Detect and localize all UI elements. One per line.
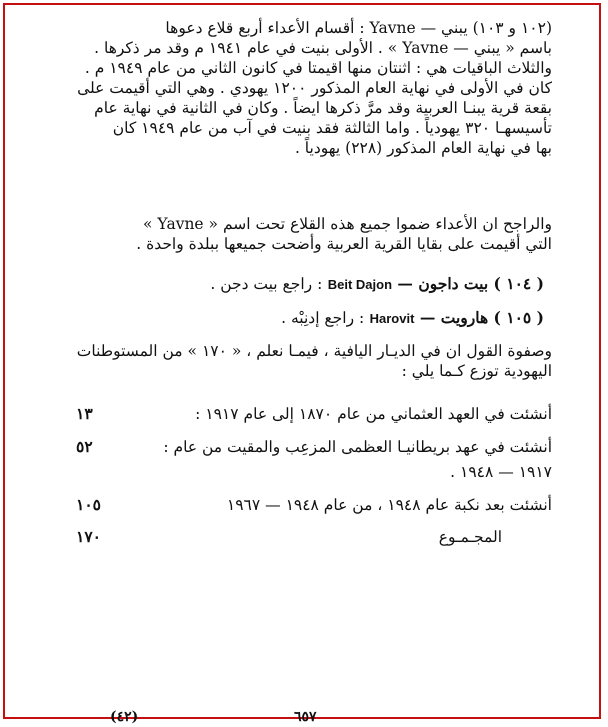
entry-reference: : راجع إدنِبْه .	[281, 309, 365, 327]
row-value: ١٣	[76, 404, 93, 423]
text-line: وصفوة القول ان في الديـار اليافية ، فيمـا نعلم ، « ١٧٠ » من المستوطنات	[76, 342, 552, 360]
entry-104: ( ١٠٤ ) بيت داجون — Beit Dajon : راجع بيت دجن .	[210, 274, 544, 293]
text-line: تأسيسهـا ٣٢٠ يهودياً . واما الثالثة فقد بنيت في آب من عام ١٩٤٩ كان	[112, 119, 552, 137]
entry-arabic-name: بيت داجون	[418, 274, 489, 293]
text-line: اليهودية توزع كـما يلي :	[401, 362, 552, 380]
entry-105: ( ١٠٥ ) هارويت — Harovit : راجع إدنِبْه .	[281, 308, 544, 327]
entry-latin-name: Beit Dajon	[327, 277, 393, 292]
row-label: أنشئت بعد نكبة عام ١٩٤٨ ، من عام ١٩٤٨ — ١٩٦٧	[226, 496, 552, 514]
row-value: ٥٢	[76, 437, 93, 456]
text-line: بها في نهاية العام المذكور (٢٢٨) يهودياً .	[294, 139, 552, 157]
text-line: (١٠٢ و ١٠٣) يبني — Yavne : أقسام الأعداء أربع قلاع دعوها	[165, 19, 552, 37]
text-line: بقعة قرية يبنـا العربية وقد مرَّ ذكرها ايضاً . وكان في الثانية في نهاية عام	[94, 99, 552, 117]
text-line: والراجح ان الأعداء ضموا جميع هذه القلاع تحت اسم « Yavne »	[143, 215, 552, 233]
entry-number: ( ١٠٥ )	[493, 308, 544, 327]
entry-reference: : راجع بيت دجن .	[210, 275, 323, 293]
page-number: ٦٥٧	[294, 709, 317, 725]
entry-number: ( ١٠٤ )	[493, 274, 544, 293]
row-label: أنشئت في عهد بريطانيـا العظمى المزعِب والمقيت من عام :	[163, 438, 552, 456]
paragraph-yavne	[30, 18, 552, 158]
row-continuation: ١٩١٧ — ١٩٤٨ .	[450, 463, 552, 481]
entry-latin-name: Harovit	[369, 311, 415, 326]
row-label: أنشئت في العهد العثماني من عام ١٨٧٠ إلى عام ١٩١٧ :	[195, 405, 552, 423]
entry-arabic-name: هارويت	[440, 308, 489, 327]
text-line: والثلاث الباقيات هي : اثنتان منها اقيمتا في كانون الثاني من عام ١٩٤٩ م .	[84, 59, 552, 77]
paragraph-conclusion	[30, 214, 552, 254]
text-line: كان في الأولى في نهاية العام المذكور ١٢٠٠ يهودي . وهي التي أقيمت على	[77, 79, 552, 97]
text-line: باسم « يبني — Yavne » . الأولى بنيت في عام ١٩٤١ م وقد مر ذكرها .	[94, 39, 552, 57]
volume-number: (٤٢)	[110, 709, 139, 725]
row-value: ١٠٥	[76, 495, 101, 514]
paragraph-summary	[30, 341, 552, 381]
text-line: التي أقيمت على بقايا القرية العربية وأضحت جميعها ببلدة واحدة .	[136, 235, 552, 253]
total-value: ١٧٠	[76, 527, 101, 546]
total-label: المجـمـوع	[438, 528, 502, 546]
